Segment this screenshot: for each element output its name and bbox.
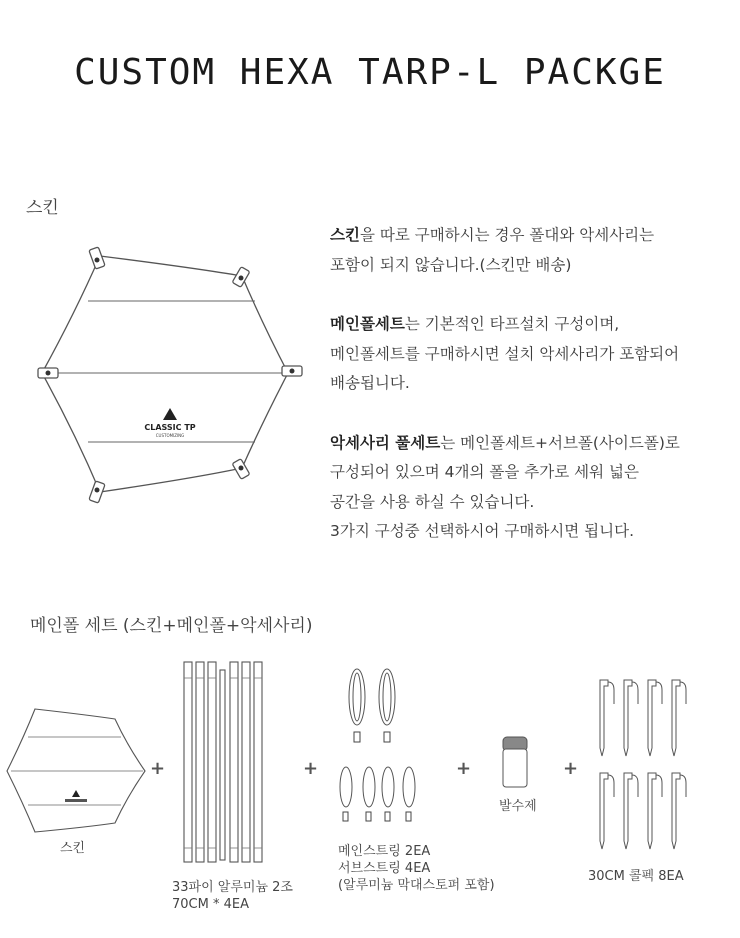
desc-paragraph-main-pole: 메인폴세트는 기본적인 타프설치 구성이며, 메인폴세트를 구매하시면 설치 악세사리가 포함되어 배송됩니다. — [330, 315, 680, 392]
water-repellent-illustration — [500, 735, 530, 790]
desc-paragraph-accessory: 악세사리 풀세트는 메인폴세트+서브폴(사이드폴)로 구성되어 있으며 4개의 폴을 추가로 세워 넓은 공간을 사용 하실 수 있습니다. 3가지 구성중 선택하시어 구매하시면 됩니다. — [330, 433, 680, 540]
skin-caption: 스킨 — [60, 841, 86, 856]
small-tarp-illustration — [3, 705, 153, 835]
tarp-skin-illustration — [30, 238, 320, 508]
pole-set-illustration — [180, 658, 270, 868]
pole-caption: 33파이 알루미늄 2조 70CM * 4EA — [172, 880, 293, 912]
plus-sign-1: + — [150, 758, 166, 779]
string-set-illustration — [332, 662, 432, 842]
skin-section-label: 스킨 — [26, 198, 59, 218]
desc-paragraph-skin: 스킨을 따로 구매하시는 경우 폴대와 악세사리는 포함이 되지 않습니다.(스킨만 배송) — [330, 226, 655, 274]
string-caption: 메인스트링 2EA 서브스트링 4EA (알루미늄 막대스토퍼 포함) — [338, 844, 495, 893]
peg-set-illustration — [594, 678, 694, 858]
logo-text: CLASSIC TP — [144, 423, 196, 432]
peg-caption: 30CM 콜펙 8EA — [588, 869, 684, 884]
page-title: CUSTOM HEXA TARP-L PACKGE — [74, 52, 666, 93]
main-set-section-label: 메인폴 세트 (스킨+메인폴+악세사리) — [30, 616, 313, 636]
product-description — [330, 221, 730, 577]
plus-sign-2: + — [303, 758, 319, 779]
logo-subtext: CUSTOMIZING — [155, 433, 185, 438]
spray-caption: 발수제 — [499, 799, 537, 814]
plus-sign-3: + — [456, 758, 472, 779]
plus-sign-4: + — [563, 758, 579, 779]
